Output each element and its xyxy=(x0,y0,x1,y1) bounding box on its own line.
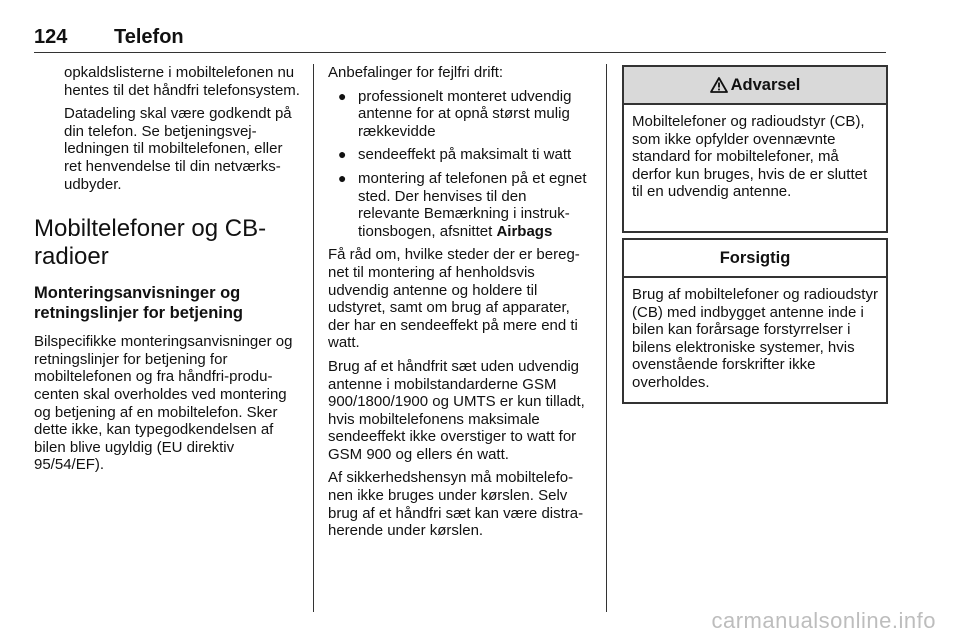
paragraph: Brug af et håndfrit sæt uden udvendig antenne i mobilstandarderne GSM 900/1800/1900 og UMTS er kun tilladt, hvis mobiltelefonens maksimale sendeeffekt ikke overstiger to watt for GSM 900 og ellers én watt. xyxy=(328,357,585,463)
list-item-text: montering af telefonen på et egnet sted. Der henvises til den relevante Bemærkning i instruktionsbogen, afsnittet xyxy=(358,169,587,240)
bullet-icon: ● xyxy=(338,169,347,186)
bullet-list xyxy=(328,88,592,241)
section-heading: Mobiltelefoner og CB-radioer xyxy=(34,215,267,271)
list-item-text: professionelt monteret udvendig antenne for at opnå størst mulig rækkevidde xyxy=(358,87,572,140)
caution-title: Forsigtig xyxy=(719,248,791,267)
column-left xyxy=(34,64,302,480)
column-divider-right xyxy=(606,64,607,612)
warning-box xyxy=(622,65,888,233)
caution-box-header xyxy=(624,240,886,278)
paragraph: Få råd om, hvilke steder der er beregnet til montering af henholdsvis udvendig antenne og holdere til udstyret, samt om brug af apparater, der har en sendeeffekt på mere end ti watt. xyxy=(328,246,580,352)
bullet-icon: ● xyxy=(338,146,347,163)
column-middle xyxy=(328,64,592,546)
list-item xyxy=(328,170,592,240)
page-number: 124 xyxy=(34,26,68,48)
caution-box xyxy=(622,238,888,404)
chapter-title: Telefon xyxy=(114,26,184,48)
warning-text: Mobiltelefoner og radioudstyr (CB), som ikke opfylder ovennævnte standard for mobiltelefoner, må derfor kun bruges, hvis de er sluttet til en udvendig antenne. xyxy=(632,113,868,201)
paragraph: Bilspecifikke monteringsanvisninger og retningslinjer for betjening for mobiltelefonen og fra håndfri-producenten skal overholdes ved montering og betjening af en mobiltelefon. Sker dette ikke, kan typegodkendelsen af bilen blive ugyldig (EU direktiv 95/54/EF). xyxy=(34,333,293,474)
warning-title: Advarsel xyxy=(730,75,801,94)
bullet-icon: ● xyxy=(338,87,347,104)
warning-box-header xyxy=(624,67,886,105)
list-item xyxy=(328,88,592,141)
subsection-heading: Monteringsanvisninger og retningslinjer for betjening xyxy=(34,284,244,323)
paragraph: opkaldslisterne i mobiltelefonen nu hentes til det håndfri telefonsystem. xyxy=(64,64,300,99)
airbags-reference: Airbags xyxy=(496,222,553,240)
paragraph: Anbefalinger for fejlfri drift: xyxy=(328,64,504,81)
paragraph: Datadeling skal være godkendt på din telefon. Se betjeningsvejledningen til mobiltelefonen, eller ret henvendelse til din netværksudbyder. xyxy=(64,105,292,193)
page-header xyxy=(34,24,886,53)
caution-text: Brug af mobiltelefoner og radioudstyr (CB) med indbygget antenne inde i bilen kan forårsage forstyrrelser i bilens elektroniske systemer, hvis ovenstående forskrifter ikke overholdes. xyxy=(632,286,878,391)
list-item-text: sendeeffekt på maksimalt ti watt xyxy=(358,146,572,164)
column-divider-left xyxy=(313,64,314,612)
warning-triangle-icon xyxy=(710,77,728,93)
paragraph: Af sikkerhedshensyn må mobiltelefonen ikke bruges under kørslen. Selv brug af et håndfri sæt kan være distraherende under kørslen. xyxy=(328,469,584,540)
watermark: carmanualsonline.info xyxy=(711,608,936,633)
list-item xyxy=(328,146,592,164)
